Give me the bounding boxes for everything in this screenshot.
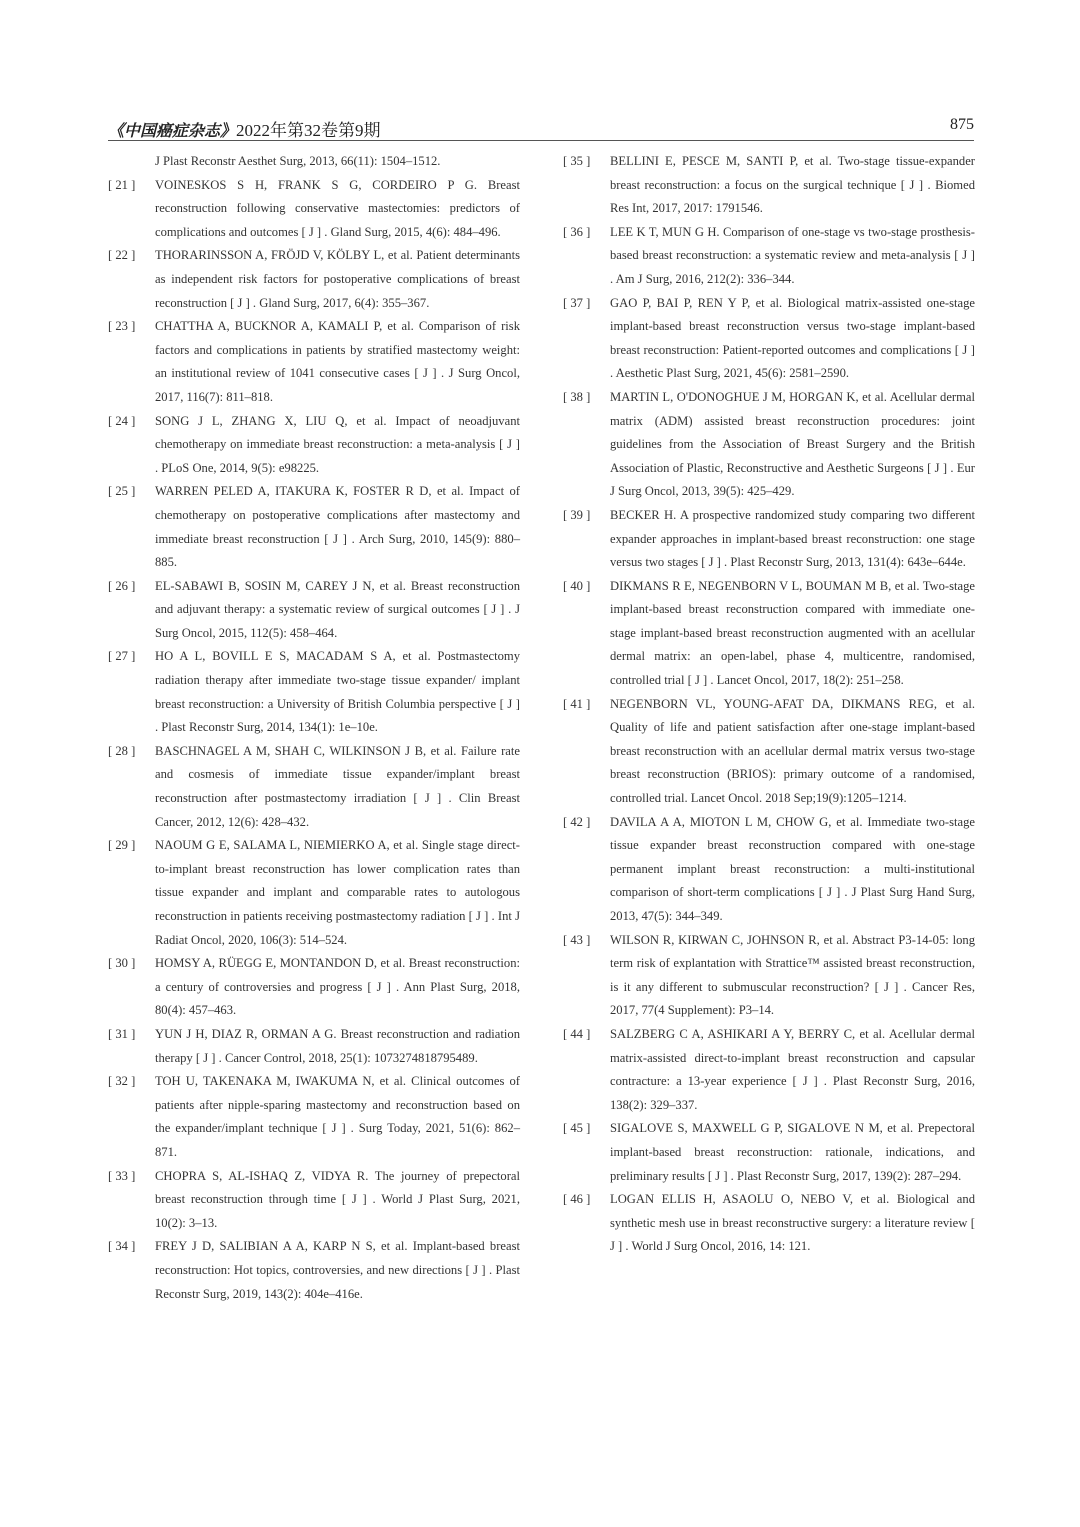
- reference-entry: [563, 150, 975, 221]
- reference-entry: [108, 575, 520, 646]
- reference-entry: [108, 174, 520, 245]
- reference-text: CHATTHA A, BUCKNOR A, KAMALI P, et al. Comparison of risk factors and complications in patients by stratified mastectomy weight: an institutional review of 1041 consecutive cases [ J ] . J Surg Oncol, 2017, 116(7): 811–818.: [155, 319, 520, 404]
- reference-text: WARREN PELED A, ITAKURA K, FOSTER R D, et al. Impact of chemotherapy on postoperative complications after mastectomy and immediate breast reconstruction [ J ] . Arch Surg, 2010, 145(9): 880–885.: [155, 484, 520, 570]
- reference-number: [ 24 ]: [108, 413, 136, 428]
- reference-entry: [563, 292, 975, 386]
- reference-number: [ 44 ]: [563, 1026, 591, 1041]
- reference-text: SIGALOVE S, MAXWELL G P, SIGALOVE N M, et al. Prepectoral implant-based breast reconstruction: rationale, indications, and preliminary results [ J ] . Plast Reconstr Surg, 2017, 139(2): 287–294.: [610, 1121, 975, 1183]
- reference-text: SONG J L, ZHANG X, LIU Q, et al. Impact of neoadjuvant chemotherapy on immediate breast reconstruction: a meta-analysis [ J ] . PLoS One, 2014, 9(5): e98225.: [155, 413, 520, 475]
- references-right-column: [563, 150, 975, 1259]
- reference-entry: [563, 693, 975, 811]
- reference-entry: [108, 952, 520, 1023]
- header-rule: [108, 140, 974, 141]
- references-left-column: [108, 150, 520, 1306]
- reference-number: [ 38 ]: [563, 389, 591, 404]
- reference-number: [ 26 ]: [108, 578, 136, 593]
- reference-number: [ 23 ]: [108, 319, 136, 334]
- reference-text: NEGENBORN VL, YOUNG-AFAT DA, DIKMANS REG, et al. Quality of life and patient satisfaction after one-stage implant-based breast reconstruction with an acellular dermal matrix versus two-stage breast reconstruction (BRIOS): primary outcome of a randomised, controlled trial. Lancet Oncol. 2018 Sep;19(9):1205–1214.: [610, 696, 975, 806]
- reference-entry: [563, 575, 975, 693]
- reference-text: BASCHNAGEL A M, SHAH C, WILKINSON J B, et al. Failure rate and cosmesis of immediate tissue expander/implant breast reconstruction after postmastectomy irradiation [ J ] . Clin Breast Cancer, 2012, 12(6): 428–432.: [155, 743, 520, 829]
- reference-text: WILSON R, KIRWAN C, JOHNSON R, et al. Abstract P3-14-05: long term risk of explantation with Strattice™ assisted breast reconstruction, is it any different to submuscular reconstruction? [ J ] . Cancer Res, 2017, 77(4 Supplement): P3–14.: [610, 932, 975, 1018]
- reference-number: [ 37 ]: [563, 295, 591, 310]
- reference-text: CHOPRA S, AL-ISHAQ Z, VIDYA R. The journey of prepectoral breast reconstruction through time [ J ] . World J Plast Surg, 2021, 10(2): 3–13.: [155, 1168, 520, 1230]
- reference-number: [ 43 ]: [563, 932, 591, 947]
- reference-entry: [563, 929, 975, 1023]
- reference-number: [ 33 ]: [108, 1168, 136, 1183]
- reference-entry: [108, 834, 520, 952]
- reference-entry: [563, 504, 975, 575]
- reference-entry: [108, 1165, 520, 1236]
- reference-entry: [108, 150, 520, 174]
- reference-text: BELLINI E, PESCE M, SANTI P, et al. Two-stage tissue-expander breast reconstruction: a focus on the surgical technique [ J ] . Biomed Res Int, 2017, 2017: 1791546.: [610, 154, 975, 216]
- reference-text: DIKMANS R E, NEGENBORN V L, BOUMAN M B, et al. Two-stage implant-based breast reconstruction compared with immediate one-stage implant-based breast reconstruction augmented with an acellular dermal matrix: an open-label, phase 4, multicentre, randomised, controlled trial [ J ] . Lancet Oncol, 2017, 18(2): 251–258.: [610, 578, 975, 688]
- reference-text: SALZBERG C A, ASHIKARI A Y, BERRY C, et al. Acellular dermal matrix-assisted direct-to-implant breast reconstruction and capsular contracture: a 13-year experience [ J ] . Plast Reconstr Surg, 2016, 138(2): 329–337.: [610, 1026, 975, 1112]
- reference-text: DAVILA A A, MIOTON L M, CHOW G, et al. Immediate two-stage tissue expander breast reconstruction compared with one-stage permanent implant breast reconstruction: a multi-institutional comparison of short-term complications [ J ] . J Plast Surg Hand Surg, 2013, 47(5): 344–349.: [610, 814, 975, 923]
- reference-number: [ 25 ]: [108, 484, 136, 499]
- reference-entry: [563, 1117, 975, 1188]
- reference-entry: [108, 315, 520, 409]
- reference-number: [ 41 ]: [563, 696, 591, 711]
- reference-entry: [563, 811, 975, 929]
- reference-number: [ 29 ]: [108, 838, 136, 853]
- reference-text: LEE K T, MUN G H. Comparison of one-stage vs two-stage prosthesis-based breast reconstruction: a systematic review and meta-analysis [ J ] . Am J Surg, 2016, 212(2): 336–344.: [610, 224, 975, 286]
- reference-number: [ 32 ]: [108, 1074, 136, 1089]
- reference-number: [ 39 ]: [563, 507, 591, 522]
- page-header: [108, 116, 974, 140]
- reference-number: [ 42 ]: [563, 814, 591, 829]
- reference-text: EL-SABAWI B, SOSIN M, CAREY J N, et al. Breast reconstruction and adjuvant therapy: a systematic review of surgical outcomes [ J ] . J Surg Oncol, 2015, 112(5): 458–464.: [155, 578, 520, 640]
- reference-text: VOINESKOS S H, FRANK S G, CORDEIRO P G. Breast reconstruction following conservative mastectomies: predictors of complications and outcomes [ J ] . Gland Surg, 2015, 4(6): 484–496.: [155, 177, 520, 239]
- reference-entry: [108, 1070, 520, 1164]
- reference-entry: [563, 386, 975, 504]
- reference-text: YUN J H, DIAZ R, ORMAN A G. Breast reconstruction and radiation therapy [ J ] . Cancer Control, 2018, 25(1): 1073274818795489.: [155, 1026, 520, 1065]
- reference-number: [ 34 ]: [108, 1239, 136, 1254]
- reference-entry: [563, 1023, 975, 1117]
- page-number: 875: [950, 116, 974, 133]
- reference-text: NAOUM G E, SALAMA L, NIEMIERKO A, et al. Single stage direct-to-implant breast reconstruction has lower complication rates than tissue expander and implant and comparable rates to autologous reconstruction in patients receiving postmastectomy radiation [ J ] . Int J Radiat Oncol, 2020, 106(3): 514–524.: [155, 838, 520, 947]
- reference-number: [ 40 ]: [563, 578, 591, 593]
- journal-issue: 2022年第32卷第9期: [236, 121, 381, 140]
- reference-entry: [108, 244, 520, 315]
- reference-text: GAO P, BAI P, REN Y P, et al. Biological matrix-assisted one-stage implant-based breast reconstruction versus two-stage implant-based breast reconstruction: Patient-reported outcomes and complications [ J ] . Aesthetic Plast Surg, 2021, 45(6): 2581–2590.: [610, 295, 975, 381]
- reference-entry: [108, 410, 520, 481]
- reference-number: [ 21 ]: [108, 177, 136, 192]
- reference-entry: [108, 645, 520, 739]
- reference-number: [ 22 ]: [108, 248, 136, 263]
- journal-name: 《中国癌症杂志》: [108, 121, 237, 140]
- reference-text: MARTIN L, O'DONOGHUE J M, HORGAN K, et al. Acellular dermal matrix (ADM) assisted breast reconstruction procedures: joint guidelines from the Association of Breast Surgery and the British Association of Plastic, Reconstructive and Aesthetic Surgeons [ J ] . Eur J Surg Oncol, 2013, 39(5): 425–429.: [610, 389, 975, 499]
- reference-entry: [108, 480, 520, 574]
- reference-number: [ 35 ]: [563, 154, 591, 168]
- reference-text: TOH U, TAKENAKA M, IWAKUMA N, et al. Clinical outcomes of patients after nipple-sparing mastectomy and reconstruction based on the expander/implant technique [ J ] . Surg Today, 2021, 51(6): 862–871.: [155, 1074, 520, 1159]
- reference-text: HOMSY A, RÜEGG E, MONTANDON D, et al. Breast reconstruction: a century of controversies and progress [ J ] . Ann Plast Surg, 2018, 80(4): 457–463.: [155, 956, 520, 1018]
- reference-number: [ 31 ]: [108, 1026, 136, 1041]
- reference-entry: [108, 1023, 520, 1070]
- reference-number: [ 27 ]: [108, 649, 136, 664]
- reference-number: [ 36 ]: [563, 224, 591, 239]
- reference-number: [ 45 ]: [563, 1121, 591, 1136]
- reference-number: [ 46 ]: [563, 1192, 591, 1207]
- reference-text: FREY J D, SALIBIAN A A, KARP N S, et al. Implant-based breast reconstruction: Hot topics, controversies, and new directions [ J ] . Plast Reconstr Surg, 2019, 143(2): 404e–416e.: [155, 1239, 520, 1301]
- reference-number: [ 30 ]: [108, 956, 136, 971]
- reference-entry: [563, 221, 975, 292]
- reference-entry: [108, 1235, 520, 1306]
- reference-text: LOGAN ELLIS H, ASAOLU O, NEBO V, et al. Biological and synthetic mesh use in breast reconstructive surgery: a literature review [ J ] . World J Surg Oncol, 2016, 14: 121.: [610, 1192, 975, 1254]
- journal-title: [108, 116, 381, 141]
- reference-text: THORARINSSON A, FRÖJD V, KÖLBY L, et al. Patient determinants as independent risk factors for postoperative complications of breast reconstruction [ J ] . Gland Surg, 2017, 6(4): 355–367.: [155, 248, 520, 310]
- reference-text: J Plast Reconstr Aesthet Surg, 2013, 66(11): 1504–1512.: [155, 154, 441, 168]
- reference-entry: [108, 740, 520, 834]
- reference-number: [ 28 ]: [108, 743, 136, 758]
- reference-text: HO A L, BOVILL E S, MACADAM S A, et al. Postmastectomy radiation therapy after immediate two-stage tissue expander/ implant breast reconstruction: a University of British Columbia perspective [ J ] . Plast Reconstr Surg, 2014, 134(1): 1e–10e.: [155, 649, 520, 735]
- reference-entry: [563, 1188, 975, 1259]
- reference-text: BECKER H. A prospective randomized study comparing two different expander approaches in implant-based breast reconstruction: one stage versus two stages [ J ] . Plast Reconstr Surg, 2013, 131(4): 643e–644e.: [610, 507, 975, 570]
